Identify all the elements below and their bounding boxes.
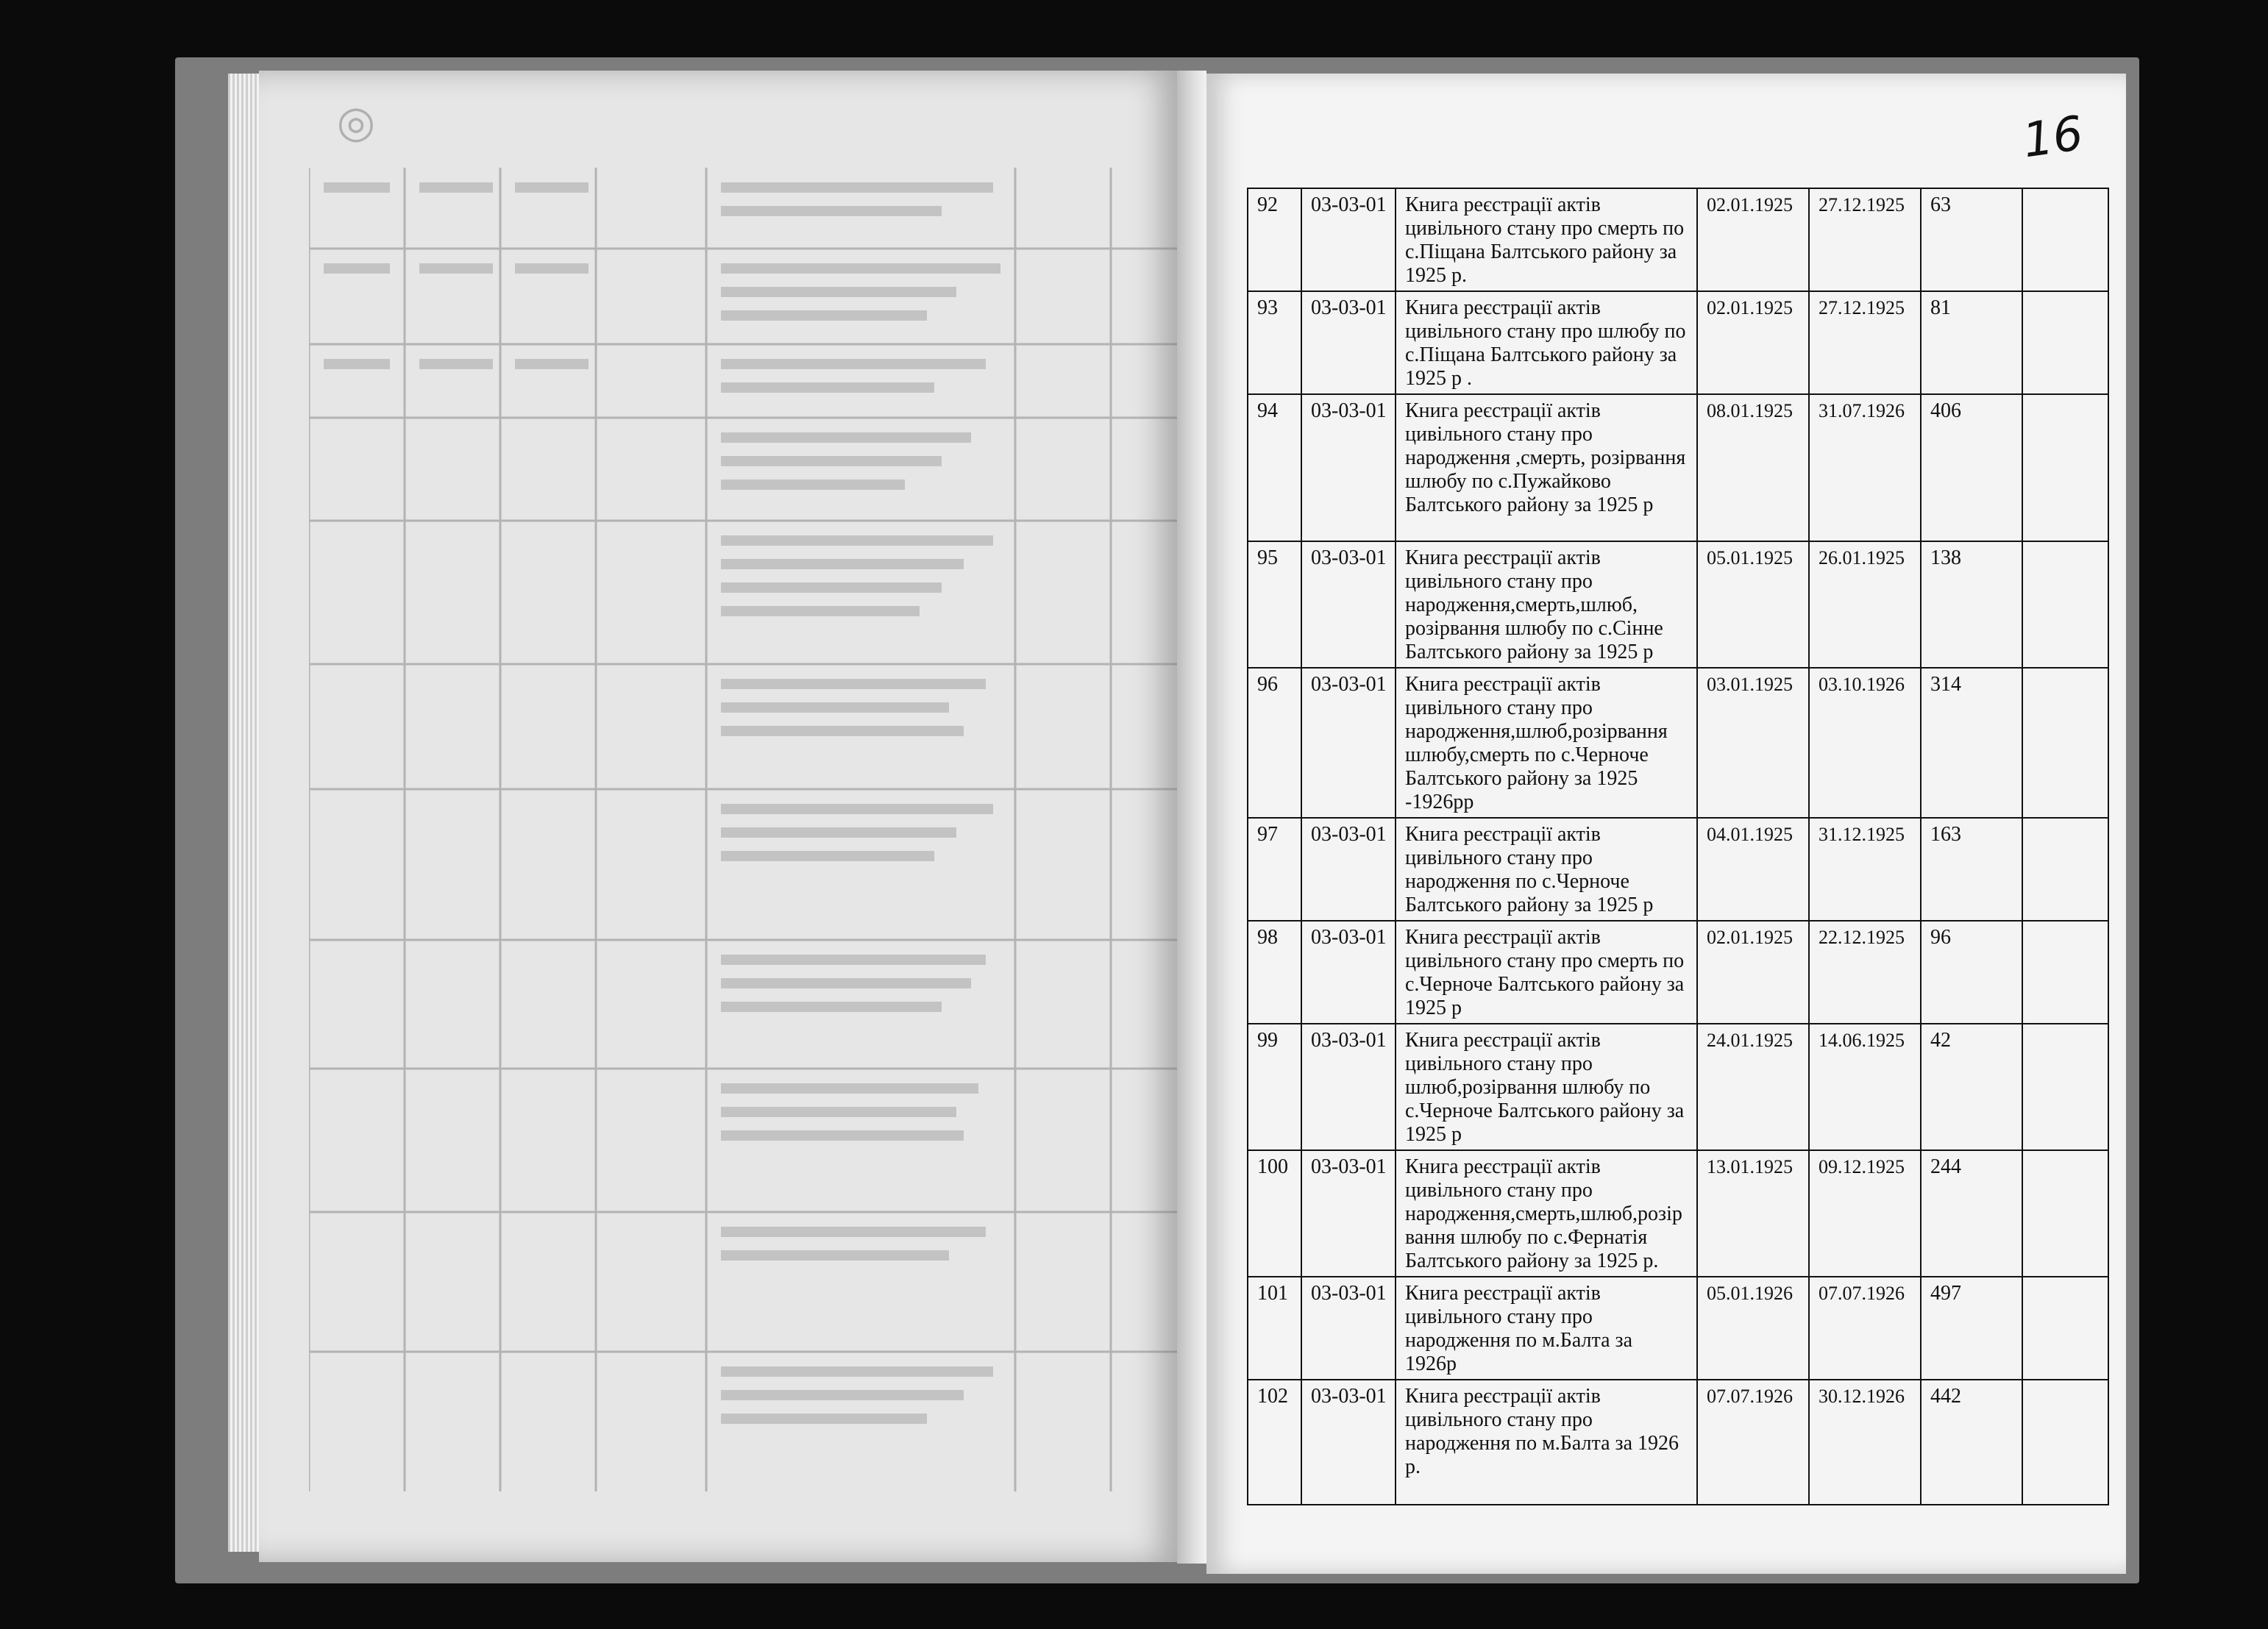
end-date: 27.12.1925 (1809, 291, 1921, 394)
fund-code: 03-03-01 (1301, 1024, 1396, 1150)
table-row (1248, 394, 2108, 541)
notes-cell (2022, 1380, 2108, 1505)
record-description: Книга реєстрації актів цивільного стану про народження,смерть,шлюб,розірвання шлюбу по с.Фернатія Балтського району за 1925 р. (1396, 1150, 1697, 1277)
row-number: 92 (1248, 188, 1301, 291)
end-date: 31.12.1925 (1809, 818, 1921, 921)
notes-cell (2022, 1277, 2108, 1380)
fund-code: 03-03-01 (1301, 291, 1396, 394)
row-number: 96 (1248, 668, 1301, 818)
start-date: 02.01.1925 (1697, 188, 1809, 291)
book-spine (1177, 71, 1206, 1564)
start-date: 04.01.1925 (1697, 818, 1809, 921)
row-number: 93 (1248, 291, 1301, 394)
fund-code: 03-03-01 (1301, 188, 1396, 291)
notes-cell (2022, 818, 2108, 921)
sheet-count: 42 (1921, 1024, 2022, 1150)
sheet-count: 81 (1921, 291, 2022, 394)
sheet-count: 314 (1921, 668, 2022, 818)
register-table (1247, 188, 2109, 1505)
fund-code: 03-03-01 (1301, 1277, 1396, 1380)
record-description: Книга реєстрації актів цивільного стану про народження по м.Балта за 1926 р. (1396, 1380, 1697, 1505)
end-date: 31.07.1926 (1809, 394, 1921, 541)
record-description: Книга реєстрації актів цивільного стану про шлюбу по с.Піщана Балтського району за 1925 р . (1396, 291, 1697, 394)
fund-code: 03-03-01 (1301, 541, 1396, 668)
folio-number: 16 (2019, 106, 2087, 169)
table-row (1248, 291, 2108, 394)
row-number: 95 (1248, 541, 1301, 668)
start-date: 05.01.1926 (1697, 1277, 1809, 1380)
end-date: 30.12.1926 (1809, 1380, 1921, 1505)
start-date: 02.01.1925 (1697, 921, 1809, 1024)
end-date: 27.12.1925 (1809, 188, 1921, 291)
row-number: 98 (1248, 921, 1301, 1024)
record-description: Книга реєстрації актів цивільного стану про народження по м.Балта за 1926р (1396, 1277, 1697, 1380)
row-number: 97 (1248, 818, 1301, 921)
start-date: 08.01.1925 (1697, 394, 1809, 541)
end-date: 03.10.1926 (1809, 668, 1921, 818)
row-number: 102 (1248, 1380, 1301, 1505)
notes-cell (2022, 1150, 2108, 1277)
notes-cell (2022, 291, 2108, 394)
table-row (1248, 668, 2108, 818)
table-row (1248, 1150, 2108, 1277)
notes-cell (2022, 541, 2108, 668)
end-date: 07.07.1926 (1809, 1277, 1921, 1380)
bleed-through-folio: ◎ (336, 104, 375, 153)
start-date: 02.01.1925 (1697, 291, 1809, 394)
sheet-count: 163 (1921, 818, 2022, 921)
end-date: 26.01.1925 (1809, 541, 1921, 668)
fund-code: 03-03-01 (1301, 1150, 1396, 1277)
row-number: 94 (1248, 394, 1301, 541)
record-description: Книга реєстрації актів цивільного стану про народження,смерть,шлюб, розірвання шлюбу по с.Сінне Балтського району за 1925 р (1396, 541, 1697, 668)
sheet-count: 442 (1921, 1380, 2022, 1505)
bleed-through-table (309, 168, 1184, 1491)
record-description: Книга реєстрації актів цивільного стану про народження,шлюб,розірвання шлюбу,смерть по с.Черноче Балтського району за 1925 -1926рр (1396, 668, 1697, 818)
sheet-count: 63 (1921, 188, 2022, 291)
start-date: 13.01.1925 (1697, 1150, 1809, 1277)
table-row (1248, 818, 2108, 921)
fund-code: 03-03-01 (1301, 668, 1396, 818)
record-description: Книга реєстрації актів цивільного стану про смерть по с.Піщана Балтського району за 1925 р. (1396, 188, 1697, 291)
row-number: 101 (1248, 1277, 1301, 1380)
record-description: Книга реєстрації актів цивільного стану про народження ,смерть, розірвання шлюбу по с.Пужайково Балтського району за 1925 р (1396, 394, 1697, 541)
table-row (1248, 541, 2108, 668)
start-date: 24.01.1925 (1697, 1024, 1809, 1150)
start-date: 03.01.1925 (1697, 668, 1809, 818)
notes-cell (2022, 188, 2108, 291)
record-description: Книга реєстрації актів цивільного стану про смерть по с.Черноче Балтського району за 1925 р (1396, 921, 1697, 1024)
table-row (1248, 1380, 2108, 1505)
sheet-count: 406 (1921, 394, 2022, 541)
row-number: 99 (1248, 1024, 1301, 1150)
sheet-count: 138 (1921, 541, 2022, 668)
fund-code: 03-03-01 (1301, 818, 1396, 921)
start-date: 05.01.1925 (1697, 541, 1809, 668)
sheet-count: 497 (1921, 1277, 2022, 1380)
start-date: 07.07.1926 (1697, 1380, 1809, 1505)
fund-code: 03-03-01 (1301, 1380, 1396, 1505)
record-description: Книга реєстрації актів цивільного стану про народження по с.Черноче Балтського району за 1925 р (1396, 818, 1697, 921)
notes-cell (2022, 921, 2108, 1024)
end-date: 22.12.1925 (1809, 921, 1921, 1024)
fund-code: 03-03-01 (1301, 394, 1396, 541)
notes-cell (2022, 394, 2108, 541)
end-date: 14.06.1925 (1809, 1024, 1921, 1150)
table-row (1248, 1277, 2108, 1380)
record-description: Книга реєстрації актів цивільного стану про шлюб,розірвання шлюбу по с.Черноче Балтського району за 1925 р (1396, 1024, 1697, 1150)
notes-cell (2022, 668, 2108, 818)
notes-cell (2022, 1024, 2108, 1150)
table-row (1248, 188, 2108, 291)
row-number: 100 (1248, 1150, 1301, 1277)
table-row (1248, 1024, 2108, 1150)
fund-code: 03-03-01 (1301, 921, 1396, 1024)
table-row (1248, 921, 2108, 1024)
sheet-count: 244 (1921, 1150, 2022, 1277)
sheet-count: 96 (1921, 921, 2022, 1024)
end-date: 09.12.1925 (1809, 1150, 1921, 1277)
